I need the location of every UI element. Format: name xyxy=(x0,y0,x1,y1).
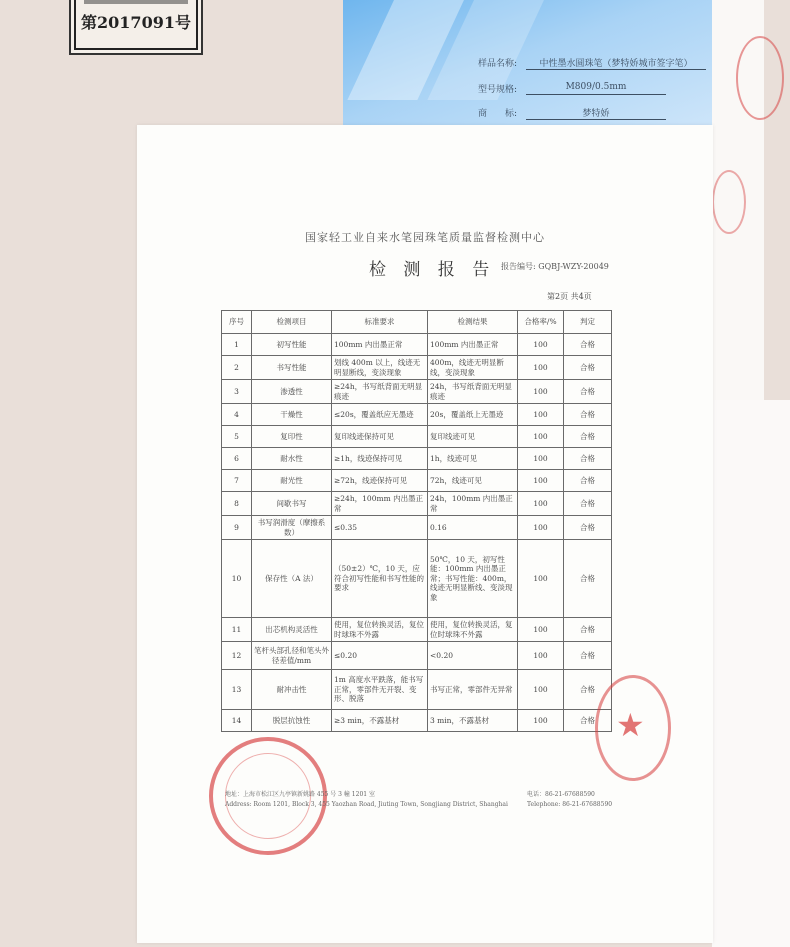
table-row xyxy=(222,404,612,426)
table-cell: 13 xyxy=(222,670,252,710)
star-icon: ★ xyxy=(616,706,645,744)
table-cell: 400m，线迹无明显断线，变淡现象 xyxy=(428,356,518,380)
header-cell: 判定 xyxy=(564,311,612,334)
table-cell: 72h，线迹可见 xyxy=(428,470,518,492)
table-cell: ≤0.20 xyxy=(332,642,428,670)
table-cell: 24h，100mm 内出墨正常 xyxy=(428,492,518,516)
brand-label: 商 标: xyxy=(478,109,518,119)
table-row xyxy=(222,540,612,618)
testing-center-seal-stamp xyxy=(595,675,671,781)
table-cell: 14 xyxy=(222,710,252,732)
table-cell: 使用，复位转换灵活，复位时球珠不外露 xyxy=(332,618,428,642)
table-cell: 合格 xyxy=(564,710,612,732)
table-cell: 100 xyxy=(518,642,564,670)
table-cell: 1m 高度水平跌落，能书写正常，零部件无开裂、变形、脱落 xyxy=(332,670,428,710)
table-cell: 100mm 内出墨正常 xyxy=(332,334,428,356)
table-cell: 100 xyxy=(518,356,564,380)
table-cell: 脱层抗蚀性 xyxy=(252,710,332,732)
table-cell: 100 xyxy=(518,470,564,492)
table-row xyxy=(222,448,612,470)
sample-name-label: 样品名称: xyxy=(478,59,518,69)
page-indicator: 第2页 共4页 xyxy=(547,292,592,301)
table-cell: 书写润滑度（摩擦系数） xyxy=(252,516,332,540)
table-cell: 1h，线迹可见 xyxy=(428,448,518,470)
sample-info-sheet xyxy=(343,0,721,130)
table-cell: 合格 xyxy=(564,334,612,356)
model-label: 型号规格: xyxy=(478,85,518,95)
address-en: Address: Room 1201, Block 3, 455 Yaozhan Road, Jiuting Town, Songjiang District, Shanghai xyxy=(225,801,508,808)
table-row xyxy=(222,470,612,492)
table-row xyxy=(222,492,612,516)
table-cell: 合格 xyxy=(564,516,612,540)
table-cell: 保存性（A 法） xyxy=(252,540,332,618)
table-cell: 100mm 内出墨正常 xyxy=(428,334,518,356)
table-cell: 合格 xyxy=(564,404,612,426)
table-cell: 100 xyxy=(518,448,564,470)
table-cell: 耐光性 xyxy=(252,470,332,492)
table-cell: ≥3 min，不露基材 xyxy=(332,710,428,732)
table-cell: 100 xyxy=(518,380,564,404)
table-cell: ≥72h，线迹保持可见 xyxy=(332,470,428,492)
table-cell: 20s，覆盖纸上无墨迹 xyxy=(428,404,518,426)
table-cell: 书写性能 xyxy=(252,356,332,380)
testing-center-name: 国家轻工业自来水笔园珠笔质量监督检测中心 xyxy=(305,231,545,244)
table-cell: 复印线迹可见 xyxy=(428,426,518,448)
table-row xyxy=(222,356,612,380)
table-cell: 合格 xyxy=(564,448,612,470)
table-cell: 复印性 xyxy=(252,426,332,448)
header-cell: 检测结果 xyxy=(428,311,518,334)
table-cell: <0.20 xyxy=(428,642,518,670)
table-cell: 耐水性 xyxy=(252,448,332,470)
header-cell: 检测项目 xyxy=(252,311,332,334)
brand-row xyxy=(478,106,666,120)
table-cell: 3 min，不露基材 xyxy=(428,710,518,732)
table-cell: 渗透性 xyxy=(252,380,332,404)
table-cell: 合格 xyxy=(564,670,612,710)
table-cell: 10 xyxy=(222,540,252,618)
table-row xyxy=(222,670,612,710)
table-cell: 出芯机构灵活性 xyxy=(252,618,332,642)
table-cell: 2 xyxy=(222,356,252,380)
table-cell: 3 xyxy=(222,380,252,404)
header-cell: 合格率/% xyxy=(518,311,564,334)
table-cell: 合格 xyxy=(564,540,612,618)
table-row xyxy=(222,642,612,670)
table-cell: 0.16 xyxy=(428,516,518,540)
table-cell: ≥24h，书写纸背面无明显痕迹 xyxy=(332,380,428,404)
header-cell: 标准要求 xyxy=(332,311,428,334)
table-cell: 书写正常，零部件无异常 xyxy=(428,670,518,710)
table-cell: 11 xyxy=(222,618,252,642)
table-cell: 复印线迹保持可见 xyxy=(332,426,428,448)
table-row xyxy=(222,380,612,404)
table-cell: 100 xyxy=(518,404,564,426)
table-cell: 7 xyxy=(222,470,252,492)
seal-stamp xyxy=(736,36,784,120)
table-cell: 9 xyxy=(222,516,252,540)
table-cell: 100 xyxy=(518,334,564,356)
header-cell: 序号 xyxy=(222,311,252,334)
table-cell: 100 xyxy=(518,426,564,448)
table-cell: 合格 xyxy=(564,618,612,642)
table-row xyxy=(222,516,612,540)
table-cell: 4 xyxy=(222,404,252,426)
table-cell: 5 xyxy=(222,426,252,448)
table-cell: ≤20s，覆盖纸应无墨迹 xyxy=(332,404,428,426)
table-cell: 合格 xyxy=(564,380,612,404)
telephone-en: Telephone: 86-21-67688590 xyxy=(527,801,613,808)
table-cell: 初写性能 xyxy=(252,334,332,356)
table-cell: 100 xyxy=(518,492,564,516)
table-cell: 合格 xyxy=(564,492,612,516)
table-cell: 合格 xyxy=(564,356,612,380)
report-title: 检 测 报 告 xyxy=(369,260,496,280)
table-body xyxy=(222,334,612,732)
model-value: M809/0.5mm xyxy=(526,82,666,95)
table-cell: 8 xyxy=(222,492,252,516)
table-row xyxy=(222,710,612,732)
table-cell: 使用，复位转换灵活，复位时球珠不外露 xyxy=(428,618,518,642)
table-cell: 12 xyxy=(222,642,252,670)
telephone-cn: 电话：86-21-67688590 xyxy=(527,791,595,798)
table-cell: 6 xyxy=(222,448,252,470)
table-cell: 100 xyxy=(518,540,564,618)
sample-name-value: 中性墨水圆珠笔（梦特娇城市签字笔） xyxy=(526,56,706,70)
table-cell: ≥1h，线迹保持可见 xyxy=(332,448,428,470)
table-cell: 间歇书写 xyxy=(252,492,332,516)
table-cell: 50℃，10 天，初写性能：100mm 内出墨正常；书写性能：400m，线迹无明显断线、变淡现象 xyxy=(428,540,518,618)
table-row xyxy=(222,426,612,448)
report-number: 报告编号: GQBJ-WZY-20049 xyxy=(501,262,609,271)
table-cell: 100 xyxy=(518,516,564,540)
background-sheet xyxy=(712,400,790,947)
table-cell: 干燥性 xyxy=(252,404,332,426)
table-cell: 100 xyxy=(518,710,564,732)
table-row xyxy=(222,334,612,356)
table-cell: 合格 xyxy=(564,642,612,670)
table-cell: ≥24h，100mm 内出墨正常 xyxy=(332,492,428,516)
table-header-row xyxy=(222,311,612,334)
certificate-fragment xyxy=(74,0,198,50)
table-cell: 合格 xyxy=(564,470,612,492)
certificate-header-strip xyxy=(84,0,188,4)
table-cell: 24h，书写纸背面无明显痕迹 xyxy=(428,380,518,404)
table-cell: 合格 xyxy=(564,426,612,448)
table-cell: 耐冲击性 xyxy=(252,670,332,710)
table-cell: 100 xyxy=(518,618,564,642)
certificate-number: 第2017091号 xyxy=(81,13,191,32)
table-cell: （50±2）℃，10 天，应符合初写性能和书写性能的要求 xyxy=(332,540,428,618)
table-cell: 笔杆头部孔径和笔头外径差值/mm xyxy=(252,642,332,670)
address-cn: 地址：上海市松江区九亭镇新姚路 455 号 3 幢 1201 室 xyxy=(225,791,375,798)
test-results-table xyxy=(221,310,612,732)
table-row xyxy=(222,618,612,642)
table-cell: 划线 400m 以上，线迹无明显断线，变淡现象 xyxy=(332,356,428,380)
seal-stamp xyxy=(712,170,746,234)
test-report-page xyxy=(137,125,713,943)
table-cell: ≤0.35 xyxy=(332,516,428,540)
table-cell: 100 xyxy=(518,670,564,710)
sample-name-row xyxy=(478,56,706,70)
brand-value: 梦特娇 xyxy=(526,106,666,120)
table-cell: 1 xyxy=(222,334,252,356)
model-row xyxy=(478,82,666,95)
